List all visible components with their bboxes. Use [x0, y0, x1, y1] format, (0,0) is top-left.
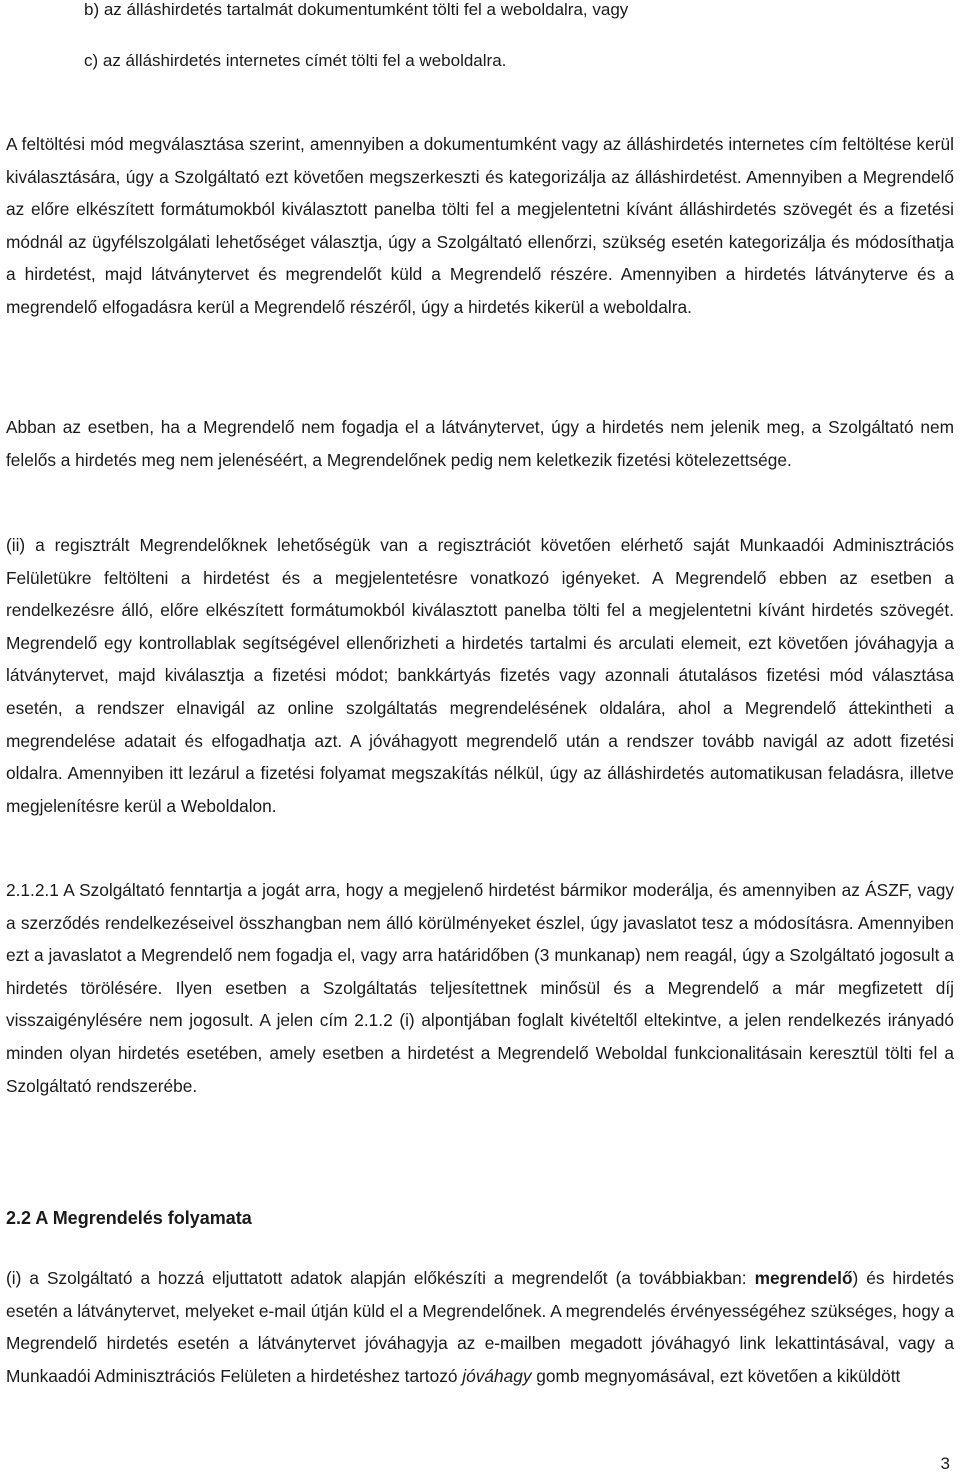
order-process-text-3: gomb megnyomásával, ezt követően a kiküldött	[531, 1365, 901, 1386]
order-process-text-2: ) és hirdetés esetén a látványtervet, melyeket e-mail útján küld el a Megrendelőnek. A megrendelés érvényességéhez szükséges, hogy a Megrendelő hirdetés esetén a látványtervet jóváhagyja az e-mailben megadott jóváhagyó link lekattintásával, vagy a Munkaadói Adminisztrációs Felületen a hirdetéshez tartozó	[6, 1268, 955, 1386]
order-process-text-1: (i) a Szolgáltató a hozzá eljuttatott adatok alapján előkészíti a megrendelőt (a továbbiakban:	[6, 1268, 755, 1288]
list-item-c: c) az álláshirdetés internetes címét tölti fel a weboldalra.	[84, 51, 507, 70]
section-heading: 2.2 A Megrendelés folyamata	[6, 1208, 252, 1228]
paragraph-upload-mode: A feltöltési mód megválasztása szerint, amennyiben a dokumentumként vagy az álláshirdetés internetes cím feltöltése kerül kiválasztására, úgy a Szolgáltató ezt követően megszerkeszti és kategorizálja az álláshirdetést. Amennyiben a Megrendelő az előre elkészített formátumokból kiválasztott panelba tölti fel a megjelentetni kívánt álláshirdetés szövegét és a fizetési módnál az ügyfélszolgálati lehetőséget választja, úgy a Szolgáltató ellenőrzi, szükség esetén kategorizálja és módosíthatja a hirdetést, majd látványtervet és megrendelőt küld a Megrendelő részére. Amennyiben a hirdetés látványterve és a megrendelő elfogadásra kerül a Megrendelő részéről, úgy a hirdetés kikerül a weboldalra.	[6, 134, 954, 317]
paragraph-order-process	[6, 1262, 954, 1392]
order-process-italic-term: jóváhagy	[462, 1365, 532, 1386]
paragraph-moderation: 2.1.2.1 A Szolgáltató fenntartja a jogát arra, hogy a megjelenő hirdetést bármikor moderálja, és amennyiben az ÁSZF, vagy a szerződés rendelkezéseivel összhangban nem álló körülményeket észlel, úgy javaslatot tesz a módosításra. Amennyiben ezt a javaslatot a Megrendelő nem fogadja el, vagy arra határidőben (3 munkanap) nem reagál, úgy a Szolgáltató jogosult a hirdetés törölésére. Ilyen esetben a Szolgáltatás teljesítettnek minősül és a Megrendelő a már megfizetett díj visszaigénylésére nem jogosult. A jelen cím 2.1.2 (i) alpontjában foglalt kivételtől eltekintve, a jelen rendelkezés irányadó minden olyan hirdetés esetében, amely esetben a hirdetést a Megrendelő Weboldal funkcionalitásain keresztül tölti fel a Szolgáltató rendszerébe.	[6, 880, 954, 1096]
page-number: 3	[940, 1454, 950, 1473]
paragraph-registered-orders: (ii) a regisztrált Megrendelőknek lehetőségük van a regisztrációt követően elérhető saját Munkaadói Adminisztrációs Felületükre feltölteni a hirdetést és a megjelentetésre vonatkozó igényeket. A Megrendelő ebben az esetben a rendelkezésre álló, előre elkészített formátumokból kiválasztott panelba tölti fel a megjelentetni kívánt hirdetés szövegét. Megrendelő egy kontrollablak segítségével ellenőrizheti a hirdetés tartalmi és arculati elemeit, ezt követően jóváhagyja a látványtervet, majd kiválasztja a fizetési módot; bankkártyás fizetés vagy azonnali átutalásos fizetési mód választása esetén, a rendszer elnavigál az online szolgáltatás megrendelésének oldalára, ahol a Megrendelő áttekintheti a megrendelése adatait és elfogadhatja azt. A jóváhagyott megrendelő után a rendszer tovább navigál az adott fizetési oldalra. Amennyiben itt lezárul a fizetési folyamat megszakítás nélkül, úgy az álláshirdetés automatikusan feladásra, illetve megjelenítésre kerül a Weboldalon.	[6, 535, 954, 816]
paragraph-rejection: Abban az esetben, ha a Megrendelő nem fogadja el a látványtervet, úgy a hirdetés nem jelenik meg, a Szolgáltató nem felelős a hirdetés meg nem jelenéséért, a Megrendelőnek pedig nem keletkezik fizetési kötelezettsége.	[6, 417, 954, 470]
list-item-b: b) az álláshirdetés tartalmát dokumentumként tölti fel a weboldalra, vagy	[84, 0, 629, 19]
order-process-bold-term: megrendelő	[754, 1268, 853, 1288]
